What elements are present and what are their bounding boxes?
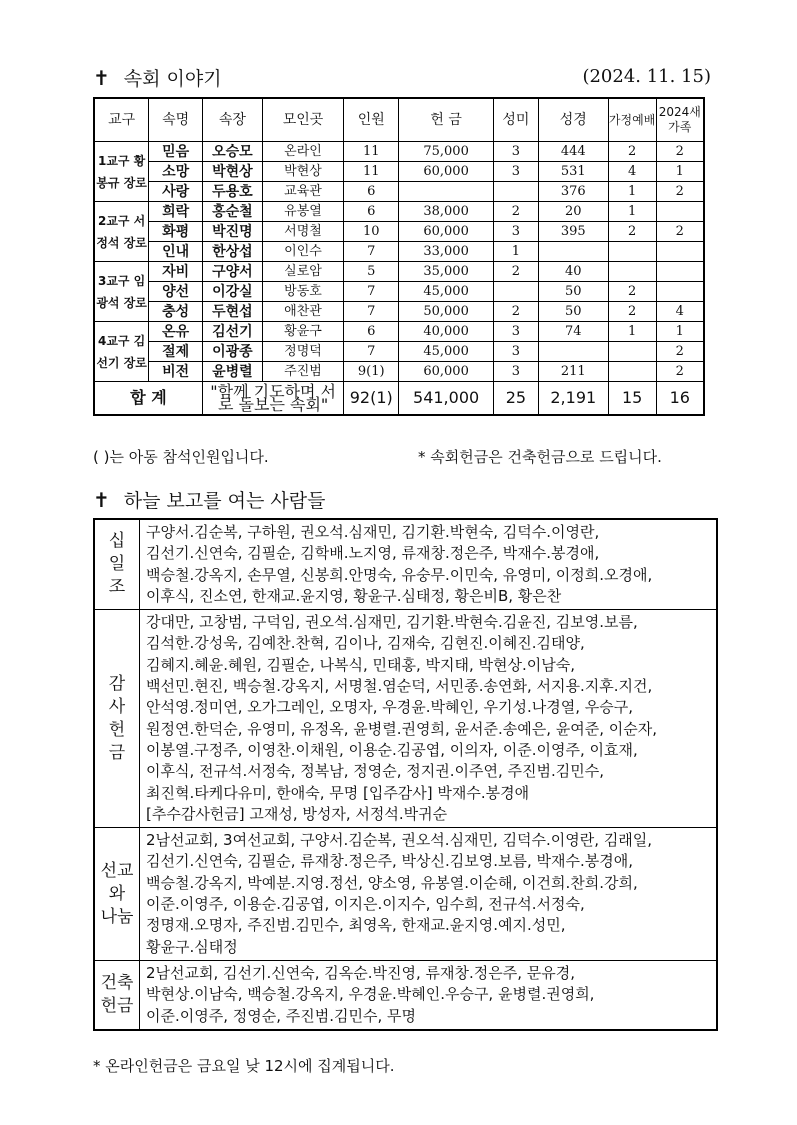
names-line: 이준.이영주, 이용순.김공엽, 이지은.이지수, 임수희, 전규석.서정숙, [146,895,585,914]
column-header: 2024새가족 [656,98,704,142]
table-row [94,242,704,262]
table-cell: 이광종 [203,342,263,362]
table-cell: 방동호 [262,282,344,302]
table-cell: 2 [656,362,704,382]
table-cell: 구양서 [203,262,263,282]
table-cell: 오승모 [203,142,263,162]
table-cell: 소망 [149,162,203,182]
table-cell: 1 [608,202,656,222]
table-cell: 양선 [149,282,203,302]
names-line: 백승철.강옥지, 박예분.지영.정선, 양소영, 유봉열.이순해, 이건희.찬희.강희, [146,873,638,892]
table-cell: 38,000 [399,202,494,222]
table-cell: 75,000 [399,142,494,162]
giver-category [94,960,140,1029]
table-cell: 3 [494,342,539,362]
table-cell [494,182,539,202]
table-cell: 74 [538,322,608,342]
total-newfamily: 16 [656,382,704,416]
giver-names [140,828,718,961]
table-cell: 7 [344,242,399,262]
giver-category [94,519,140,610]
table-row [94,222,704,242]
table-cell: 395 [538,222,608,242]
names-line: 백선민.현진, 백승철.강옥지, 서명철.염순덕, 서민종.송연화, 서지용.지후.지건, [146,677,653,696]
table-cell: 2 [494,262,539,282]
table-cell: 60,000 [399,362,494,382]
names-line: 김선기.신연숙, 김필순, 류재창.정은주, 박상신.김보영.보름, 박재수.봉경애, [146,852,633,871]
category-char: 금 [108,742,126,763]
table-cell: 6 [344,322,399,342]
cross-icon: ✝ [93,487,110,512]
table-cell [608,262,656,282]
table-cell: 3 [494,362,539,382]
table-cell: 50,000 [399,302,494,322]
children-note: ( )는 아동 참석인원입니다. [93,448,269,466]
table-cell: 박진명 [203,222,263,242]
table-cell: 2 [608,142,656,162]
table-cell: 2 [656,142,704,162]
names-line: 황윤구.심태정 [146,937,238,956]
names-line: 이후식, 전규석.서정숙, 정복남, 정영순, 정지권.이주연, 주진범.김민수, [146,762,604,781]
table-cell: 2 [656,342,704,362]
table-cell [656,242,704,262]
category-char: 헌금 [100,995,134,1016]
table-cell: 50 [538,302,608,322]
table-cell: 애찬관 [262,302,344,322]
section-title-cell-stories [93,64,222,91]
table-cell: 11 [344,142,399,162]
table-row [94,202,704,222]
names-line: 이후식, 진소연, 한재교.윤지영, 황윤구.심태정, 황은비B, 황은찬 [146,586,562,605]
table-cell: 211 [538,362,608,382]
table-cell: 2 [656,222,704,242]
table-cell: 40,000 [399,322,494,342]
report-date: (2024. 11. 15) [582,66,711,87]
table-cell: 절제 [149,342,203,362]
section-title-text: 하늘 보고를 여는 사람들 [123,490,326,512]
column-header: 인원 [344,98,399,142]
table-cell: 인내 [149,242,203,262]
names-line: 2남선교회, 3여선교회, 구양서.김순복, 권오석.심재민, 김덕수.이영란, 김래일, [146,831,653,850]
table-cell: 실로암 [262,262,344,282]
table-cell: 531 [538,162,608,182]
table-cell: 김선기 [203,322,263,342]
table-cell: 화평 [149,222,203,242]
section-title-text: 속회 이야기 [123,68,222,90]
names-line: 김선기.신연숙, 김필순, 김학배.노지영, 류재창.정은주, 박재수.봉경애, [146,544,600,563]
category-char: 사 [108,696,126,717]
table-cell: 비전 [149,362,203,382]
category-char: 십 [108,531,126,552]
table-cell: 두용호 [203,182,263,202]
table-cell: 11 [344,162,399,182]
table-cell: 박현상 [262,162,344,182]
table-cell: 376 [538,182,608,202]
table-cell: 윤병렬 [203,362,263,382]
table-cell: 35,000 [399,262,494,282]
table-cell: 3 [494,222,539,242]
table-cell: 1 [608,182,656,202]
table-cell: 황윤구 [262,322,344,342]
category-char: 건축 [100,972,134,993]
names-line: 강대만, 고창범, 구덕임, 권오석.심재민, 김기환.박현숙.김윤진, 김보영.보름, [146,613,638,632]
table-header-row [94,98,704,142]
giver-row [94,828,717,961]
table-cell: 6 [344,202,399,222]
table-cell: 온라인 [262,142,344,162]
table-cell: 서명철 [262,222,344,242]
table-cell: 2 [608,222,656,242]
table-cell [656,262,704,282]
table-cell: 한상섭 [203,242,263,262]
section-title-givers [93,486,325,513]
table-cell: 2 [608,302,656,322]
names-line: 원정연.한덕순, 유영미, 유정옥, 윤병렬.권영희, 윤서준.송예은, 윤여준, 이순자, [146,719,657,738]
table-cell: 자비 [149,262,203,282]
table-cell: 유봉열 [262,202,344,222]
offering-note: * 속회헌금은 건축헌금으로 드립니다. [418,448,662,466]
column-header: 가정예배 [608,98,656,142]
table-cell [608,342,656,362]
category-char: 조 [108,577,126,598]
table-row [94,142,704,162]
table-cell: 60,000 [399,222,494,242]
cell-report-table [93,97,705,416]
column-header: 성미 [494,98,539,142]
giver-row [94,610,717,828]
table-cell: 9(1) [344,362,399,382]
table-cell: 사랑 [149,182,203,202]
category-char: 헌 [108,719,126,740]
table-row [94,302,704,322]
table-cell: 2 [494,302,539,322]
table-cell: 홍순철 [203,202,263,222]
names-line: 최진혁.타케다유미, 한애숙, 무명 [입주감사] 박재수.봉경애 [146,783,530,802]
total-label: 합 계 [94,382,203,416]
giver-names [140,519,718,610]
table-cell: 2 [656,182,704,202]
total-row [94,382,704,416]
table-cell: 3 [494,142,539,162]
table-cell: 1 [656,322,704,342]
table-cell: 이강실 [203,282,263,302]
names-line: 이준.이영주, 정영순, 주진범.김민수, 무명 [146,1006,416,1025]
total-attendance: 92(1) [344,382,399,416]
table-row [94,262,704,282]
column-header: 모인곳 [262,98,344,142]
table-cell [608,242,656,262]
table-cell: 10 [344,222,399,242]
table-cell: 이인수 [262,242,344,262]
table-row [94,282,704,302]
table-cell: 희락 [149,202,203,222]
table-cell [494,282,539,302]
column-header: 속명 [149,98,203,142]
district-label: 2교구 서정석 장로 [94,202,149,262]
names-line: 김혜지.혜윤.혜원, 김필순, 나복식, 민태홍, 박지태, 박현상.이남숙, [146,655,576,674]
table-cell: 온유 [149,322,203,342]
names-line: 박현상.이남숙, 백승철.강옥지, 우경윤.박혜인.우승구, 윤병렬.권영희, [146,985,595,1004]
column-header: 교구 [94,98,149,142]
table-cell: 1 [656,162,704,182]
table-cell: 교육관 [262,182,344,202]
table-cell: 3 [494,322,539,342]
names-line: 정명재.오명자, 주진범.김민수, 최영옥, 한재교.윤지영.예지.성민, [146,916,566,935]
table-cell: 3 [494,162,539,182]
category-char: 일 [108,554,126,575]
table-cell: 믿음 [149,142,203,162]
total-bible: 2,191 [538,382,608,416]
table-cell: 주진범 [262,362,344,382]
giver-row [94,960,717,1029]
table-cell [399,182,494,202]
table-cell: 1 [494,242,539,262]
giver-names [140,610,718,828]
total-offering: 541,000 [399,382,494,416]
column-header: 성경 [538,98,608,142]
table-row [94,162,704,182]
table-cell: 7 [344,342,399,362]
district-label: 4교구 김선기 장로 [94,322,149,382]
district-label: 3교구 임광석 장로 [94,262,149,322]
table-cell: 60,000 [399,162,494,182]
table-cell: 충성 [149,302,203,322]
names-line: 김석한.강성욱, 김예찬.찬혁, 김이나, 김재숙, 김현진.이혜진.김태양, [146,634,585,653]
category-char: 나눔 [100,906,134,927]
district-label: 1교구 황봉규 장로 [94,142,149,202]
column-header: 속장 [203,98,263,142]
category-char: 선교 [100,860,134,881]
table-cell: 7 [344,282,399,302]
table-cell: 2 [494,202,539,222]
table-cell [656,202,704,222]
table-cell [538,242,608,262]
table-row [94,362,704,382]
table-cell: 4 [608,162,656,182]
table-cell: 두현섭 [203,302,263,322]
giver-names [140,960,718,1029]
table-cell: 2 [608,282,656,302]
category-char: 감 [108,673,126,694]
table-cell: 444 [538,142,608,162]
table-cell: 5 [344,262,399,282]
giver-category [94,610,140,828]
table-cell [608,362,656,382]
giver-row [94,519,717,610]
table-cell: 45,000 [399,282,494,302]
names-line: 구양서.김순복, 구하원, 권오석.심재민, 김기환.박현숙, 김덕수.이영란, [146,523,600,541]
table-cell: 1 [608,322,656,342]
names-line: 안석영.정미연, 오가그레인, 오명자, 우경윤.박혜인, 우기성.나경열, 우승구, [146,698,633,717]
total-worship: 15 [608,382,656,416]
table-cell: 박현상 [203,162,263,182]
givers-table [93,518,718,1031]
table-cell: 4 [656,302,704,322]
table-cell: 33,000 [399,242,494,262]
table-cell: 정명덕 [262,342,344,362]
table-cell: 40 [538,262,608,282]
category-char: 와 [108,883,126,904]
total-motto: "함께 기도하며 서로 돌보는 속회" [203,382,344,416]
online-offering-note: * 온라인헌금은 금요일 낮 12시에 집계됩니다. [93,1057,395,1075]
total-rice: 25 [494,382,539,416]
names-line: 이봉열.구정주, 이영찬.이채원, 이용순.김공엽, 이의자, 이준.이영주, 이효재, [146,740,638,759]
giver-category [94,828,140,961]
table-cell: 7 [344,302,399,322]
column-header: 헌 금 [399,98,494,142]
table-cell [656,282,704,302]
names-line: 백승철.강옥지, 손무열, 신봉희.안명숙, 유숭무.이민숙, 유영미, 이정희.오경애, [146,565,653,584]
table-cell: 20 [538,202,608,222]
table-row [94,182,704,202]
table-cell: 45,000 [399,342,494,362]
names-line: [추수감사헌금] 고재성, 방성자, 서정석.박귀순 [146,804,448,823]
names-line: 2남선교회, 김선기.신연숙, 김옥순.박진영, 류재창.정은주, 문유경, [146,963,576,982]
table-cell: 6 [344,182,399,202]
cross-icon: ✝ [93,65,110,90]
table-row [94,322,704,342]
table-row [94,342,704,362]
table-cell [538,342,608,362]
table-cell: 50 [538,282,608,302]
